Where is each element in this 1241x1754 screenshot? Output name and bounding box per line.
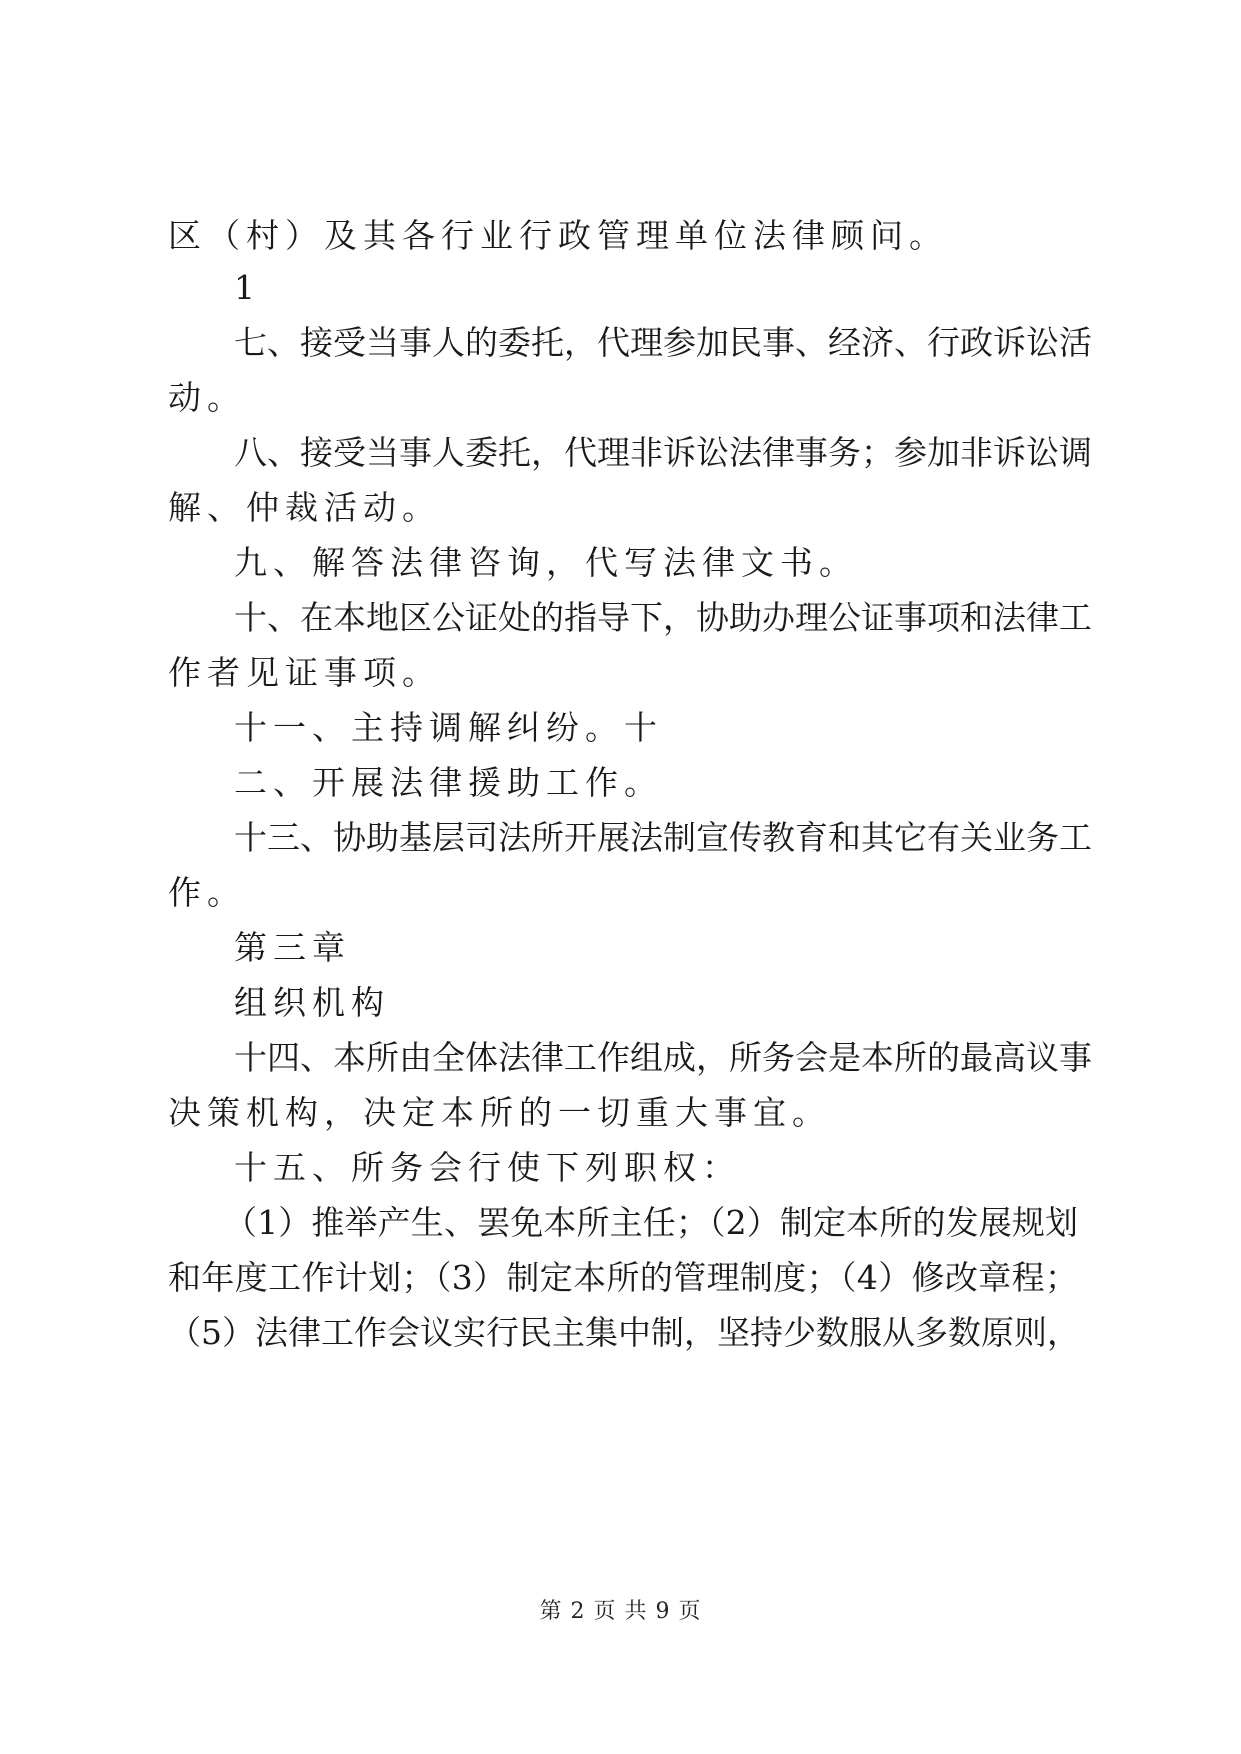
text-line: 解、仲裁活动。	[168, 488, 441, 527]
text-line: （1）推举产生、罢免本所主任；（2）制定本所的发展规划	[224, 1203, 1078, 1242]
text-line: 十三、协助基层司法所开展法制宣传教育和其它有关业务工	[234, 818, 1092, 857]
text-line: 决策机构，决定本所的一切重大事宜。	[168, 1093, 831, 1132]
text-line: 和年度工作计划；（3）制定本所的管理制度；（4）修改章程；	[168, 1258, 1078, 1297]
text-line: 七、接受当事人的委托，代理参加民事、经济、行政诉讼活	[234, 323, 1092, 362]
text-line: 八、接受当事人委托，代理非诉讼法律事务；参加非诉讼调	[234, 433, 1092, 472]
page-footer: 第 2 页 共 9 页	[539, 1599, 702, 1624]
text-line: 十一、主持调解纠纷。十	[234, 708, 663, 747]
text-line: 动。	[168, 378, 246, 417]
text-line: （5）法律工作会议实行民主集中制，坚持少数服从多数原则，	[168, 1313, 1080, 1352]
text-line: 作者见证事项。	[168, 653, 441, 692]
chapter-heading: 第三章	[234, 928, 351, 967]
text-line: 二、开展法律援助工作。	[234, 763, 663, 802]
text-line: 作。	[168, 873, 246, 912]
text-line: 十、在本地区公证处的指导下，协助办理公证事项和法律工	[234, 598, 1092, 637]
text-line: 区（村）及其各行业行政管理单位法律顾问。	[168, 216, 948, 255]
text-line: 十五、所务会行使下列职权：	[234, 1148, 741, 1187]
text-line: 十四、本所由全体法律工作组成，所务会是本所的最高议事	[234, 1038, 1092, 1077]
page-number-fragment: 1	[234, 268, 261, 307]
chapter-title: 组织机构	[234, 983, 390, 1022]
text-line: 九、解答法律咨询，代写法律文书。	[234, 543, 858, 582]
